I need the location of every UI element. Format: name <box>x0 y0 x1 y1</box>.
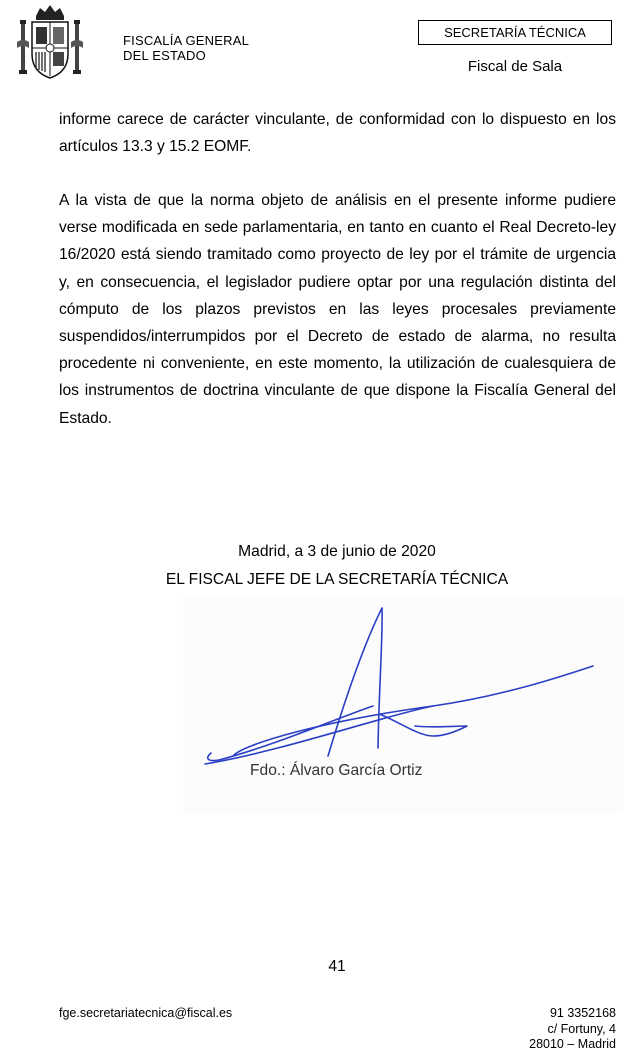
page-number: 41 <box>328 958 346 975</box>
place-and-date: Madrid, a 3 de junio de 2020 <box>238 543 436 560</box>
body-paragraph-2: A la vista de que la norma objeto de análisis en el presente informe pudiere verse modificada en sede parlamentaria, en tanto en cuanto el Real Decreto-ley 16/2020 está siendo tramitado como proyecto de ley por el trámite de urgencia y, en consecuencia, el legislador pudiere optar por una regulación distinta del cómputo de los plazos previstos en las leyes procesales previamente suspendidos/interrumpidos por el Decreto de estado de alarma, no resulta procedente ni conveniente, en este momento, la utilización de cualesquiera de los instrumentos de doctrina vinculante de que dispone la Fiscalía General del Estado. <box>59 192 616 427</box>
issuing-organization <box>123 33 249 63</box>
department-box: SECRETARÍA TÉCNICA <box>418 20 612 45</box>
footer-street: c/ Fortuny, 4 <box>547 1021 616 1036</box>
coat-of-arms-icon <box>14 2 86 82</box>
footer-email[interactable]: fge.secretariatecnica@fiscal.es <box>59 1006 233 1020</box>
footer-contact <box>529 1006 616 1053</box>
signature-block <box>183 596 623 814</box>
footer-postal-city: 28010 – Madrid <box>529 1037 616 1051</box>
org-name-line1: FISCALÍA GENERAL <box>123 33 250 48</box>
signed-by-name: Fdo.: Álvaro García Ortiz <box>250 762 423 779</box>
handwritten-signature <box>183 596 623 814</box>
body-paragraph-1: informe carece de carácter vinculante, de conformidad con lo dispuesto en los artículos 13.3 y 15.2 EOMF. <box>59 111 616 156</box>
org-name-line2: DEL ESTADO <box>123 48 206 63</box>
footer-phone: 91 3352168 <box>549 1006 616 1020</box>
signer-title: EL FISCAL JEFE DE LA SECRETARÍA TÉCNICA <box>165 571 509 588</box>
department-subtitle: Fiscal de Sala <box>467 58 563 75</box>
